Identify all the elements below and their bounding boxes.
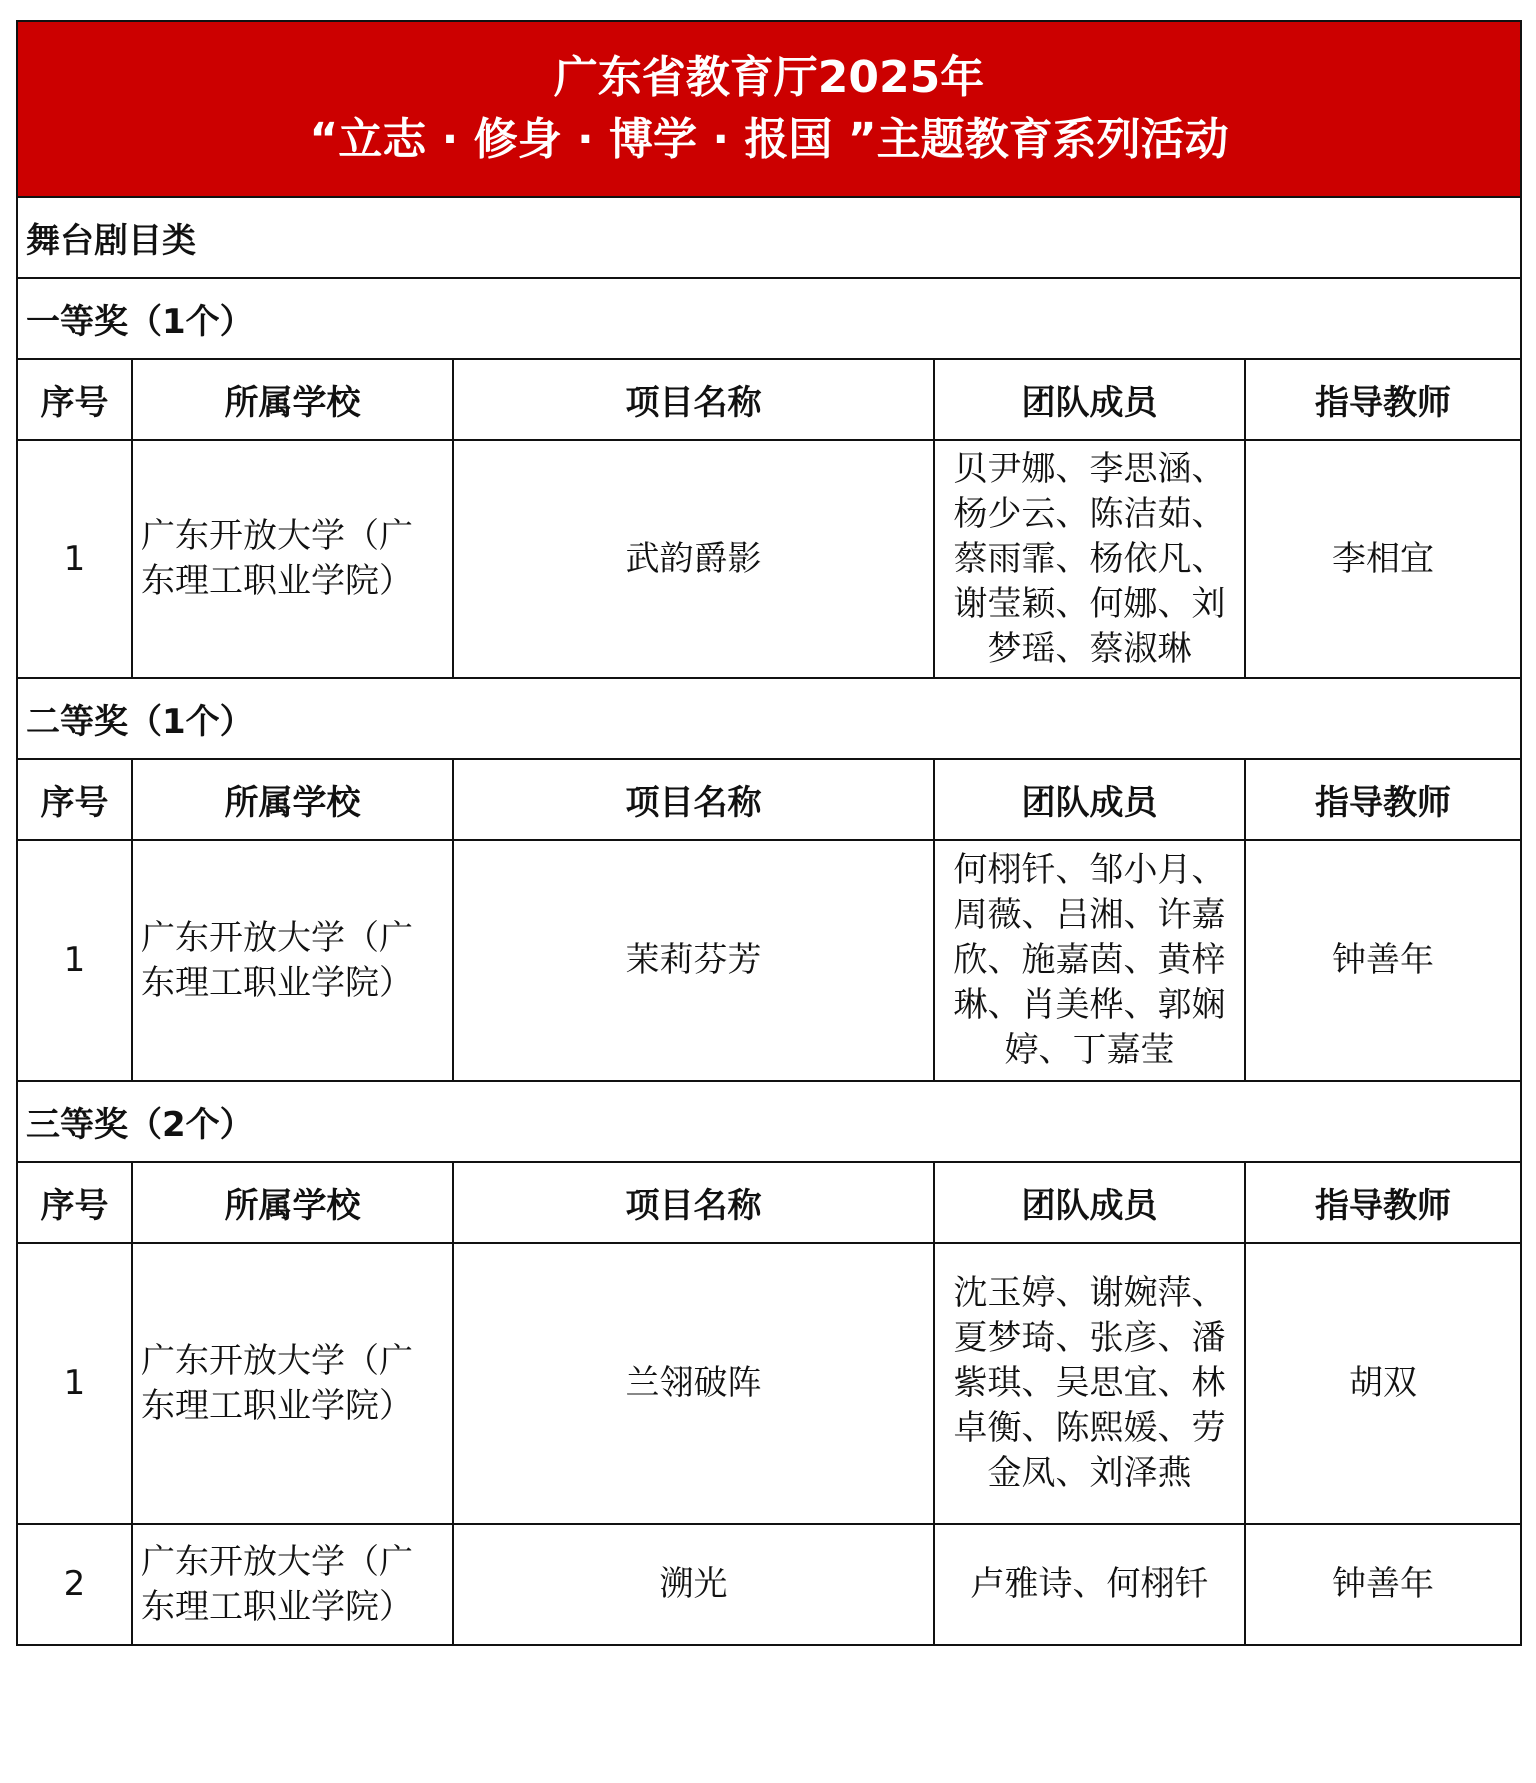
column-header-project-name: 项目名称 bbox=[453, 759, 934, 840]
title-row bbox=[17, 21, 1521, 197]
column-header-row bbox=[17, 1162, 1521, 1243]
column-header-school-name: 所属学校 bbox=[132, 359, 453, 440]
table-row bbox=[17, 1243, 1521, 1524]
team-members: 沈玉婷、谢婉萍、夏梦琦、张彦、潘紫琪、吴思宜、林卓衡、陈熙媛、劳金凤、刘泽燕 bbox=[934, 1243, 1245, 1524]
column-header-row bbox=[17, 359, 1521, 440]
category-label: 舞台剧目类 bbox=[17, 197, 1521, 278]
column-header-team-members: 团队成员 bbox=[934, 759, 1245, 840]
row-number: 1 bbox=[17, 840, 132, 1081]
project-name: 茉莉芬芳 bbox=[453, 840, 934, 1081]
table-row bbox=[17, 440, 1521, 678]
column-header-row-number: 序号 bbox=[17, 759, 132, 840]
section-title: 三等奖（2个） bbox=[17, 1081, 1521, 1162]
advisor-teacher: 胡双 bbox=[1245, 1243, 1521, 1524]
school-name: 广东开放大学（广东理工职业学院） bbox=[132, 1524, 453, 1645]
column-header-team-members: 团队成员 bbox=[934, 1162, 1245, 1243]
advisor-teacher: 钟善年 bbox=[1245, 1524, 1521, 1645]
table-row bbox=[17, 840, 1521, 1081]
title-line-2: “立志 · 修身 · 博学 · 报国 ”主题教育系列活动 bbox=[309, 114, 1229, 165]
school-name: 广东开放大学（广东理工职业学院） bbox=[132, 840, 453, 1081]
page-title bbox=[17, 21, 1521, 197]
school-name: 广东开放大学（广东理工职业学院） bbox=[132, 440, 453, 678]
row-number: 1 bbox=[17, 440, 132, 678]
section-row bbox=[17, 278, 1521, 359]
advisor-teacher: 钟善年 bbox=[1245, 840, 1521, 1081]
column-header-row-number: 序号 bbox=[17, 1162, 132, 1243]
title-line-1: 广东省教育厅2025年 bbox=[553, 52, 985, 103]
row-number: 1 bbox=[17, 1243, 132, 1524]
project-name: 溯光 bbox=[453, 1524, 934, 1645]
column-header-school-name: 所属学校 bbox=[132, 759, 453, 840]
column-header-advisor-teacher: 指导教师 bbox=[1245, 1162, 1521, 1243]
column-header-team-members: 团队成员 bbox=[934, 359, 1245, 440]
project-name: 武韵爵影 bbox=[453, 440, 934, 678]
project-name: 兰翎破阵 bbox=[453, 1243, 934, 1524]
team-members: 何栩钎、邹小月、周薇、吕湘、许嘉欣、施嘉茵、黄梓琳、肖美桦、郭娴婷、丁嘉莹 bbox=[934, 840, 1245, 1081]
section-row bbox=[17, 678, 1521, 759]
column-header-row-number: 序号 bbox=[17, 359, 132, 440]
column-header-school-name: 所属学校 bbox=[132, 1162, 453, 1243]
column-header-row bbox=[17, 759, 1521, 840]
section-title: 一等奖（1个） bbox=[17, 278, 1521, 359]
awards-table bbox=[16, 20, 1522, 1646]
column-header-project-name: 项目名称 bbox=[453, 359, 934, 440]
section-title: 二等奖（1个） bbox=[17, 678, 1521, 759]
column-header-advisor-teacher: 指导教师 bbox=[1245, 359, 1521, 440]
category-row bbox=[17, 197, 1521, 278]
school-name: 广东开放大学（广东理工职业学院） bbox=[132, 1243, 453, 1524]
team-members: 卢雅诗、何栩钎 bbox=[934, 1524, 1245, 1645]
team-members: 贝尹娜、李思涵、杨少云、陈洁茹、蔡雨霏、杨依凡、谢莹颖、何娜、刘梦瑶、蔡淑琳 bbox=[934, 440, 1245, 678]
section-row bbox=[17, 1081, 1521, 1162]
row-number: 2 bbox=[17, 1524, 132, 1645]
column-header-advisor-teacher: 指导教师 bbox=[1245, 759, 1521, 840]
table-row bbox=[17, 1524, 1521, 1645]
advisor-teacher: 李相宜 bbox=[1245, 440, 1521, 678]
column-header-project-name: 项目名称 bbox=[453, 1162, 934, 1243]
